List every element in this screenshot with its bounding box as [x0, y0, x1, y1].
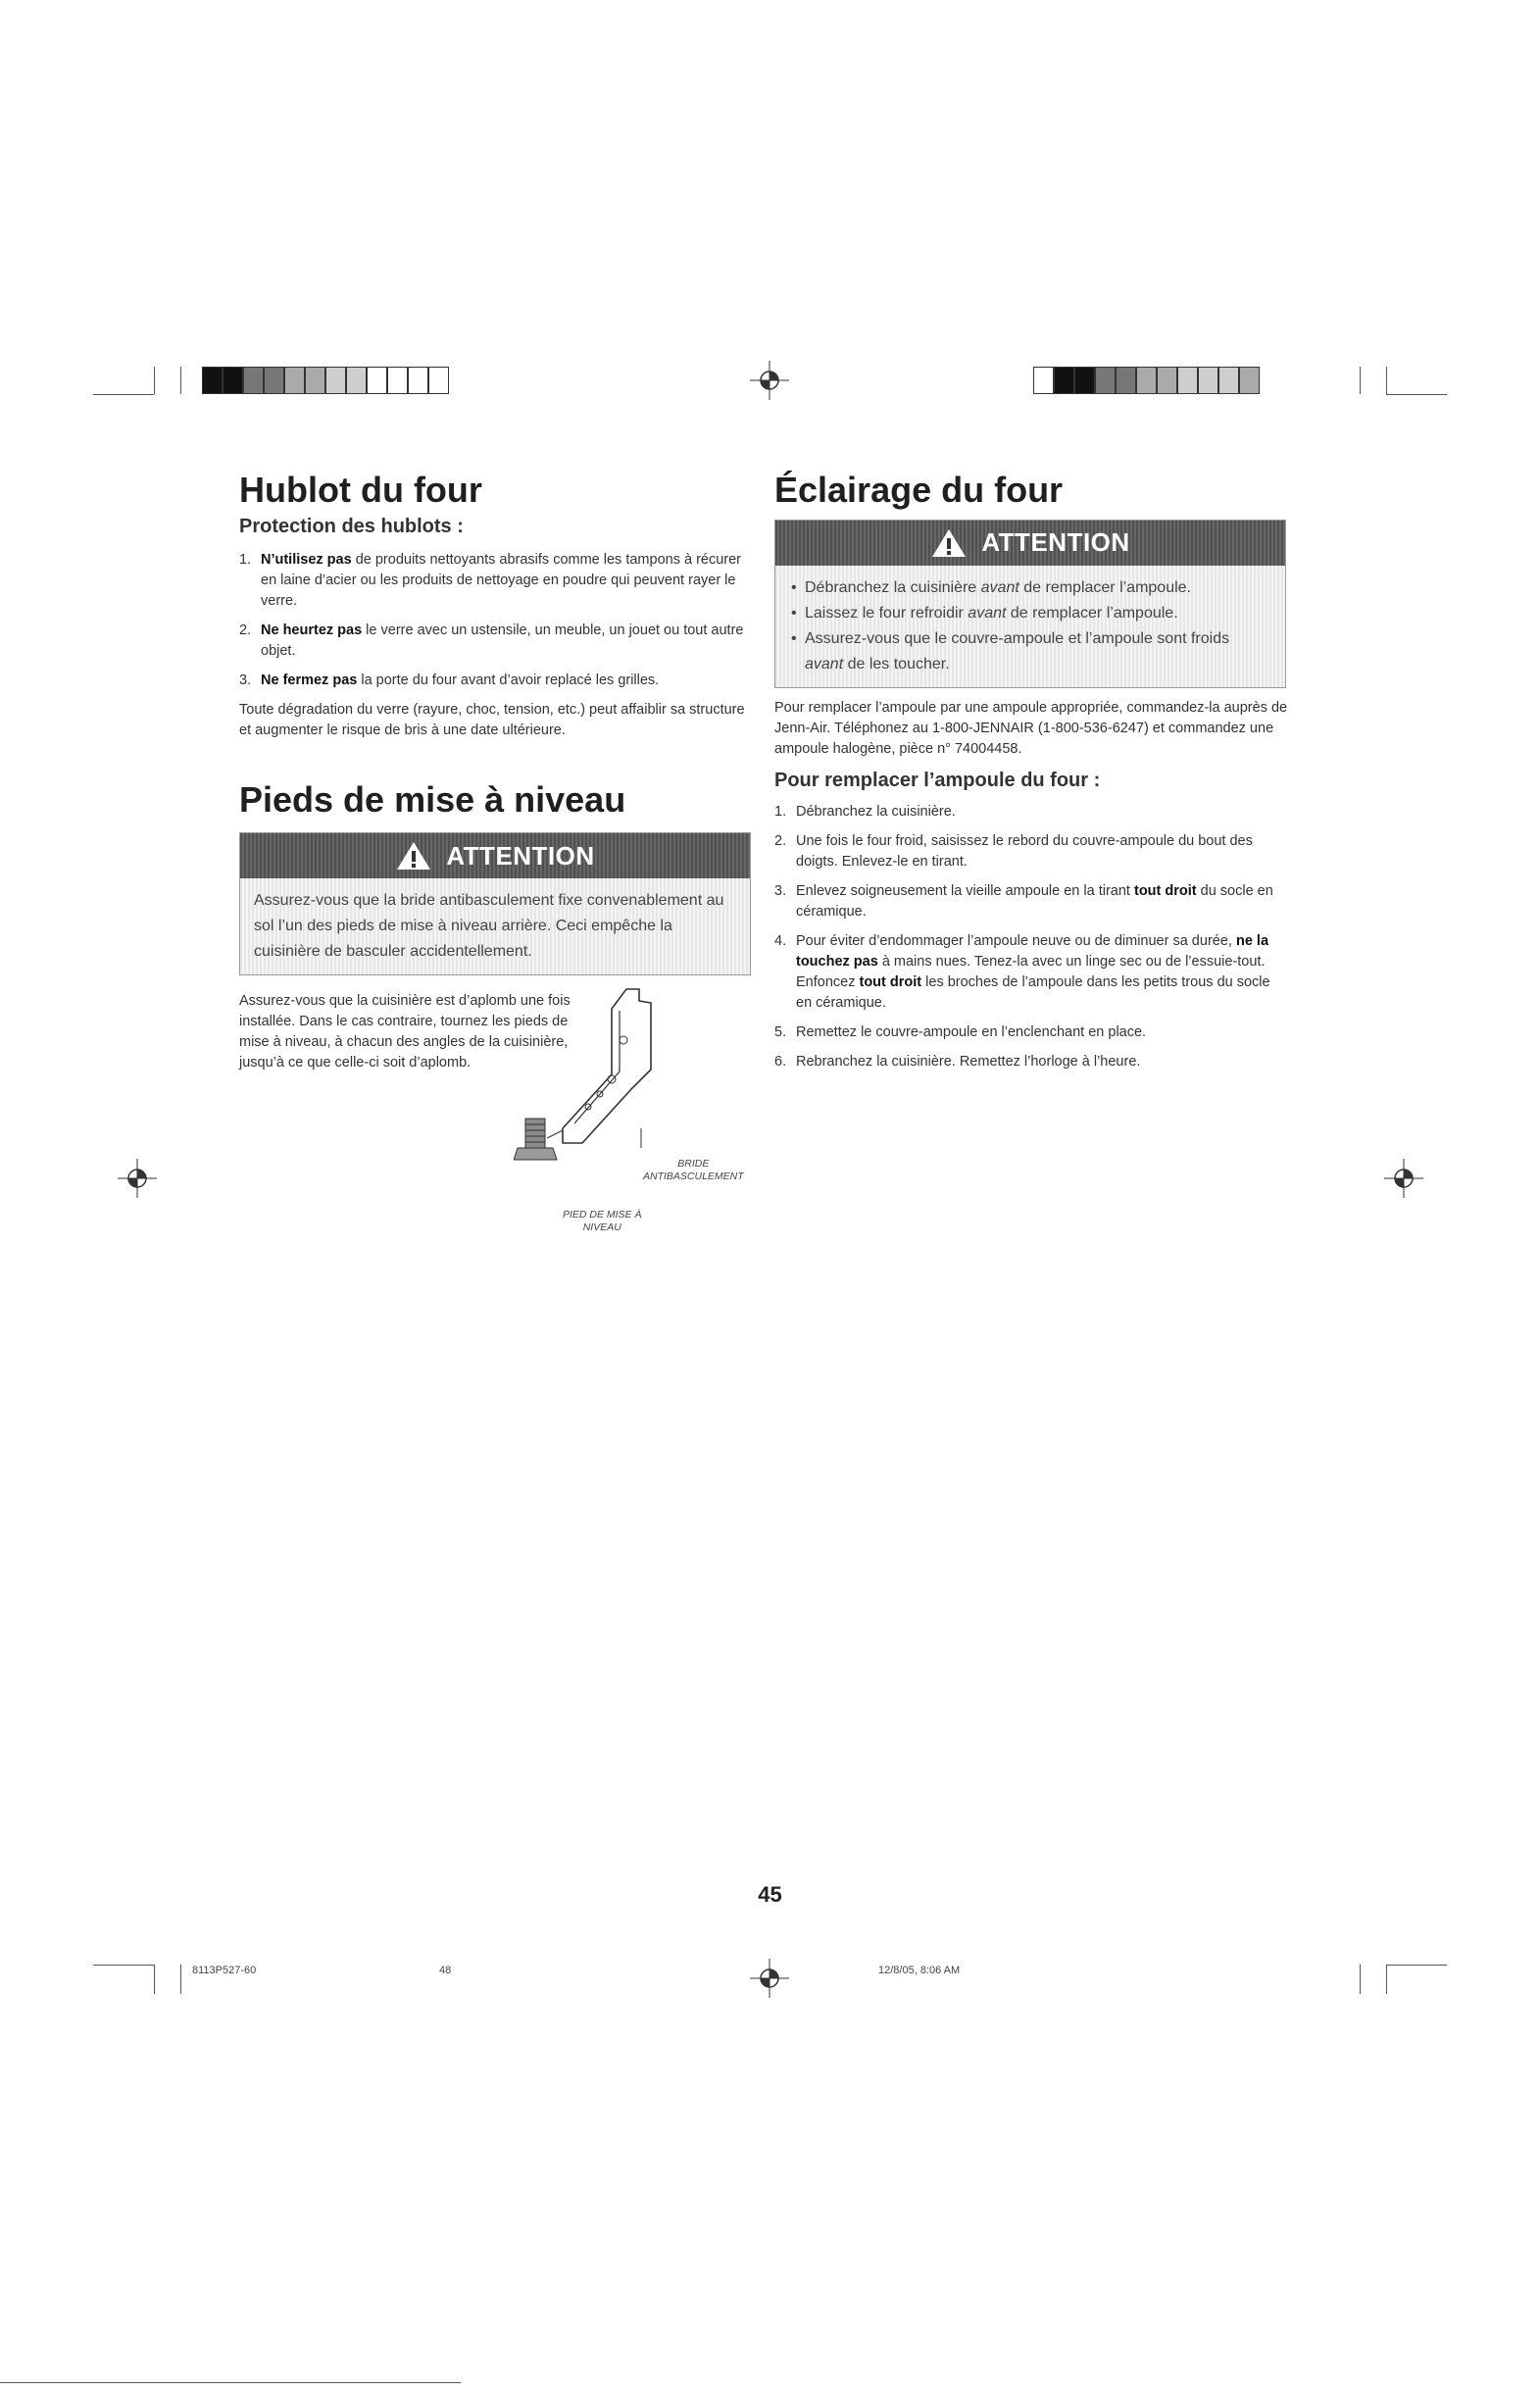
page-number: 45	[758, 1882, 782, 1907]
hublot-note: Toute dégradation du verre (rayure, choc, tension, etc.) peut affaiblir sa structure et augmenter le risque de bris à une date ultérieure.	[239, 701, 745, 738]
right-column	[774, 471, 1289, 1081]
list-item: 5. Remettez le couvre-ampoule en l’enclenchant en place.	[774, 1023, 1147, 1040]
crop-mark-top-left	[93, 394, 154, 395]
eclairage-warning-box	[774, 520, 1286, 688]
warning-title: ATTENTION	[981, 527, 1130, 558]
figure-label-bride: BRIDE ANTIBASCULEMENT	[643, 1158, 744, 1183]
hublot-subtitle: Protection des hublots :	[239, 515, 464, 537]
list-item: 3. Enlevez soigneusement la vieille ampoule en la tirant tout droit du socle en céramique.	[774, 882, 1273, 920]
list-item: 4. Pour éviter d’endommager l’ampoule neuve ou de diminuer sa durée, ne la touchez pas à mains nues. Tenez-la avec un linge sec ou de l’essuie-tout. Enfoncez tout droit les broches de l’ampoule dans les petits trous du socle en céramique.	[774, 932, 1270, 1011]
eclairage-intro: Pour remplacer l’ampoule par une ampoule appropriée, commandez-la auprès de Jenn-Air. Téléphonez au 1-800-JENNAIR (1-800-536-6247) et commandez une ampoule halogène, pièce n° 74004458.	[774, 699, 1288, 757]
footer-sheet: 48	[439, 1965, 452, 1976]
list-item: 1. Débranchez la cuisinière.	[774, 803, 956, 820]
list-item: 2. Une fois le four froid, saisissez le rebord du couvre-ampoule du bout des doigts. Enlevez-le en tirant.	[774, 832, 1253, 870]
registration-mark-right-icon	[1382, 1157, 1425, 1200]
leveling-leg-illustration	[514, 981, 671, 1177]
color-bar-right	[1033, 367, 1260, 394]
crop-mark-top-left-v	[154, 367, 155, 394]
crop-mark-top-right	[1386, 394, 1447, 395]
eclairage-steps	[774, 802, 1289, 1072]
list-item: 6. Rebranchez la cuisinière. Remettez l’horloge à l’heure.	[774, 1053, 1141, 1070]
bottom-rule	[0, 2382, 461, 2383]
crop-mark-bottom-right-v	[1386, 1965, 1387, 1994]
warning-triangle-icon	[930, 527, 968, 559]
color-bar-left	[202, 367, 449, 394]
registration-mark-bottom-icon	[748, 1957, 791, 2000]
list-item: • Laissez le four refroidir avant de remplacer l’ampoule.	[789, 601, 1271, 626]
hublot-list	[239, 550, 749, 691]
pieds-warning-box	[239, 832, 751, 975]
warning-text: Assurez-vous que la bride antibasculement fixe convenablement au sol l’un des pieds de mise à niveau arrière. Ceci empêche la cuisinière de basculer accidentellement.	[254, 892, 724, 961]
warning-list	[775, 566, 1285, 687]
crop-mark-top-right-v	[1386, 367, 1387, 394]
crop-mark-top-left-v2	[180, 367, 181, 394]
list-item: 1. N’utilisez pas de produits nettoyants abrasifs comme les tampons à récurer en laine d’acier ou les produits de nettoyage en poudre qui peuvent rayer le verre.	[239, 551, 741, 609]
figure-label-pied: PIED DE MISE À NIVEAU	[563, 1209, 642, 1234]
warning-triangle-icon	[395, 840, 432, 872]
crop-mark-top-right-v2	[1360, 367, 1361, 394]
warning-header	[240, 833, 750, 878]
left-column	[239, 471, 749, 1236]
crop-mark-bottom-right	[1386, 1965, 1447, 1966]
crop-mark-bottom-left-v	[154, 1965, 155, 1994]
pieds-text: Assurez-vous que la cuisinière est d’aplomb une fois installée. Dans le cas contraire, tournez les pieds de mise à niveau, à chacun des angles de la cuisinière, jusqu’à ce que celle-ci soit d’aplomb.	[239, 993, 571, 1071]
registration-mark-left-icon	[116, 1157, 159, 1200]
footer-timestamp: 12/8/05, 8:06 AM	[878, 1965, 961, 1976]
list-item: • Débranchez la cuisinière avant de remplacer l’ampoule.	[789, 575, 1271, 601]
pieds-body	[239, 991, 749, 1236]
crop-mark-bottom-right-v2	[1360, 1965, 1361, 1994]
list-item: • Assurez-vous que le couvre-ampoule et l’ampoule sont froids avant de les toucher.	[789, 626, 1271, 677]
list-item: 2. Ne heurtez pas le verre avec un ustensile, un meuble, un jouet ou tout autre objet.	[239, 622, 744, 659]
warning-header	[775, 521, 1285, 566]
footer-file: 8113P527-60	[192, 1965, 257, 1976]
eclairage-title: Éclairage du four	[774, 470, 1064, 510]
pieds-title: Pieds de mise à niveau	[239, 778, 626, 820]
warning-title: ATTENTION	[446, 840, 595, 871]
eclairage-subtitle: Pour remplacer l’ampoule du four :	[774, 769, 1101, 791]
hublot-title: Hublot du four	[239, 470, 482, 510]
list-item: 3. Ne fermez pas la porte du four avant d’avoir replacé les grilles.	[239, 672, 660, 688]
crop-mark-bottom-left	[93, 1965, 154, 1966]
crop-mark-bottom-left-v2	[180, 1965, 181, 1994]
registration-mark-top-icon	[748, 359, 791, 402]
